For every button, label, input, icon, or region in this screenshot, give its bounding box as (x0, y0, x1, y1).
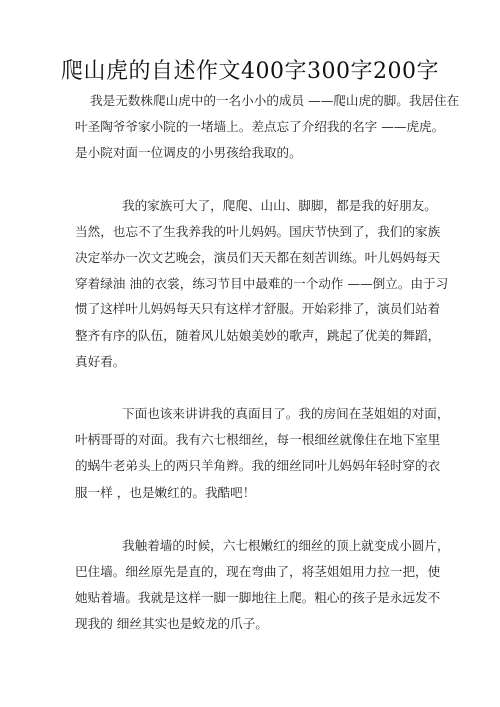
document-title: 爬山虎的自述作文400字300字200字 (61, 59, 439, 84)
paragraph-3-line-2: 叶柄哥哥的对面。我有六七根细丝，每一根细丝就像住在地下室里 (75, 432, 441, 447)
paragraph-3-line-3: 的蜗牛老弟头上的两只羊角辫。我的细丝同叶儿妈妈年轻时穿的衣 (75, 458, 441, 473)
paragraph-4-line-3: 她贴着墙。我就是这样一脚一脚地往上爬。粗心的孩子是永远发不 (75, 590, 441, 605)
paragraph-4-line-4: 现我的 细丝其实也是蛟龙的爪子。 (75, 616, 268, 631)
paragraph-1-line-3: 是小院对面一位调皮的小男孩给我取的。 (75, 145, 302, 160)
paragraph-2-line-1: 我的家族可大了，爬爬、山山、脚脚，都是我的好朋友。 (122, 198, 437, 213)
paragraph-2-line-6: 整齐有序的队伍，随着风儿姑娘美妙的歌声，跳起了优美的舞蹈， (75, 328, 441, 343)
paragraph-2-line-5: 惯了这样叶儿妈妈每天只有这样才舒服。开始彩排了，演员们站着 (75, 301, 441, 316)
paragraph-2-line-3: 决定举办一次文艺晚会，演员们天天都在刻苦训练。叶儿妈妈每天 (75, 250, 441, 265)
paragraph-2-line-7: 真好看。 (75, 354, 126, 369)
paragraph-4-line-1: 我触着墙的时候，六七根嫩红的细丝的顶上就变成小圆片， (122, 538, 450, 553)
paragraph-2-line-4: 穿着绿油 油的衣裳，练习节目中最难的一个动作 ——倒立。由于习 (75, 276, 449, 291)
paragraph-2-line-2: 当然，也忘不了生我养我的叶儿妈妈。国庆节快到了，我们的家族 (75, 224, 441, 239)
paragraph-4-line-2: 巴住墙。细丝原先是直的，现在弯曲了，将茎姐姐用力拉一把，使 (75, 564, 441, 579)
paragraph-3-line-4: 服一样 ，也是嫩红的。我酷吧！ (75, 485, 256, 500)
paragraph-1-line-2: 叶圣陶爷爷家小院的一堵墙上。差点忘了介绍我的名字 ——虎虎。 (75, 119, 445, 134)
paragraph-3-line-1: 下面也该来讲讲我的真面目了。我的房间在茎姐姐的对面， (122, 406, 450, 421)
paragraph-1-line-1: 我是无数株爬山虎中的一名小小的成员 ——爬山虎的脚。我居住在 (90, 93, 460, 108)
